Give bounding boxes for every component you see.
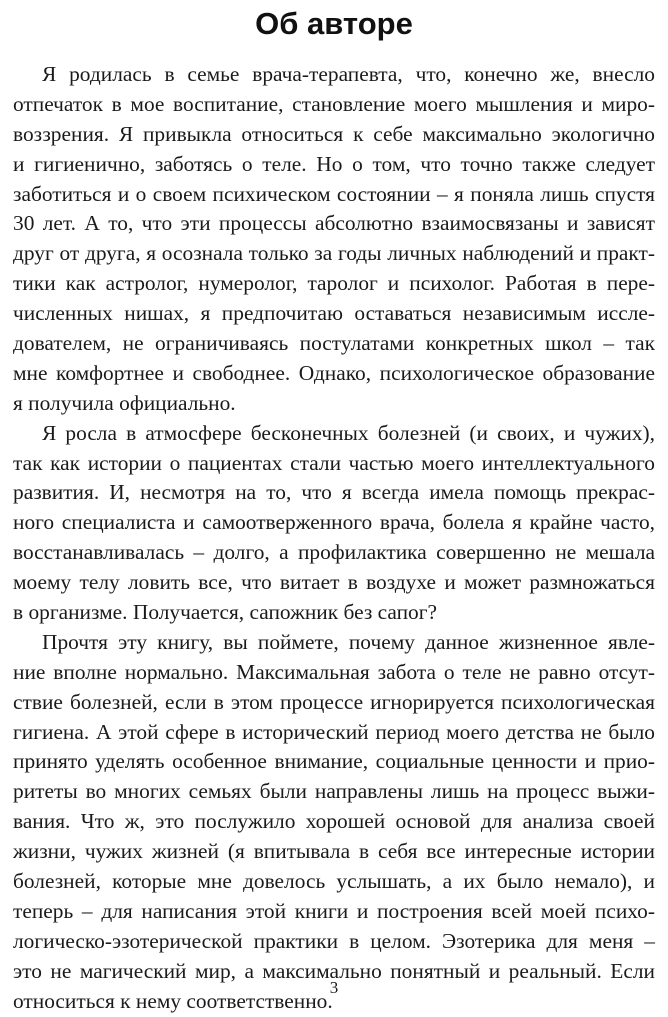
text-line: относиться к нему соответственно.	[13, 988, 333, 1013]
body-text	[13, 60, 655, 1017]
paragraph	[13, 628, 655, 1017]
text-line: дователем, не ограничиваясь постулатами конкретных школ – так	[13, 331, 655, 356]
text-line: это не магический мир, а максимально понятный и реальный. Если	[13, 958, 655, 983]
text-line: воззрения. Я привыкла относиться к себе максимально экологично	[13, 121, 655, 146]
text-line: я получила официально.	[13, 390, 236, 415]
text-line: развития. И, несмотря на то, что я всегда имела помощь прекрас-	[13, 480, 655, 505]
text-line: мне комфортнее и свободнее. Однако, психологическое образование	[13, 360, 655, 385]
text-line: заботиться и о своем психическом состоянии – я поняла лишь спустя	[13, 181, 655, 206]
text-line: и гигиенично, заботясь о теле. Но о том, что точно также следует	[13, 151, 655, 176]
text-line: вания. Что ж, это послужило хорошей основой для анализа своей	[13, 809, 655, 834]
text-line: жизни, чужих жизней (я впитывала в себя все интересные истории	[13, 839, 655, 864]
text-line: численных нишах, я предпочитаю оставаться независимым исслe-	[13, 301, 655, 326]
text-line: так как истории о пациентах стали частью моего интеллектуального	[13, 450, 655, 475]
text-line: Я росла в атмосфере бесконечных болезней (и своих, и чужих),	[42, 420, 655, 445]
text-line: друг от друга, я осознала только за годы личных наблюдений и практ-	[13, 241, 655, 266]
text-line: ствие болезней, если в этом процессе игнорируется психологическая	[13, 689, 655, 714]
paragraph	[13, 419, 655, 628]
page-title: Об авторе	[255, 6, 413, 41]
text-line: ного специалиста и самоотверженного врача, болела я крайне часто,	[13, 510, 655, 535]
text-line: моему телу ловить все, что витает в воздухе и может размножаться	[13, 570, 655, 595]
text-line: ние вполне нормально. Максимальная забота о теле не равно отсут-	[13, 659, 655, 684]
text-line: принято уделять особенное внимание, социальные ценности и прио-	[13, 749, 655, 774]
text-line: тики как астролог, нумеролог, таролог и психолог. Работая в пере-	[13, 271, 655, 296]
text-line: восстанавливалась – долго, а профилактика совершенно не мешала	[13, 540, 655, 565]
paragraph	[13, 60, 655, 419]
page-number: 3	[329, 978, 339, 997]
text-line: в организме. Получается, сапожник без сапог?	[13, 600, 438, 625]
text-line: 30 лет. А то, что эти процессы абсолютно взаимосвязаны и зависят	[13, 211, 655, 236]
text-line: гигиена. А этой сфере в исторический период моего детства не было	[13, 719, 655, 744]
text-line: Я родилась в семье врача-терапевта, что, конечно же, внесло	[42, 62, 655, 86]
text-line: болезней, которые мне довелось услышать, а их было немало), и	[13, 869, 655, 894]
text-line: теперь – для написания этой книги и построения всей моей психо-	[13, 898, 655, 923]
text-line: логическо-эзотерической практики в целом. Эзотерика для меня –	[13, 928, 655, 953]
text-line: отпечаток в мое воспитание, становление моего мышления и миро-	[13, 91, 655, 116]
text-line: ритеты во многих семьях были направлены лишь на процесс выжи-	[13, 779, 655, 804]
text-line: Прочтя эту книгу, вы поймете, почему данное жизненное явле-	[42, 629, 655, 654]
